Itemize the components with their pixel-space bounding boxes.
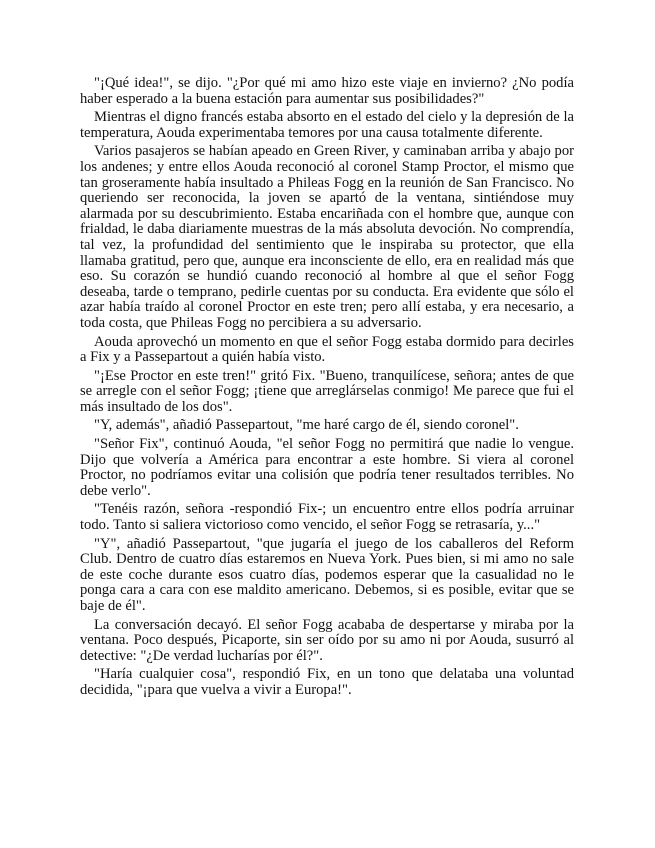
page-body bbox=[80, 76, 574, 702]
paragraph: Varios pasajeros se habían apeado en Green River, y caminaban arriba y abajo por los andenes; y entre ellos Aouda reconoció al coronel Stamp Proctor, el mismo que tan groseramente había insultado a Phileas Fogg en la reunión de San Francisco. No queriendo ser reconocida, la joven se apartó de la ventana, sintiéndose muy alarmada por su descubrimiento. Estaba encariñada con el hombre que, aunque con frialdad, le daba diariamente muestras de la más absoluta devoción. No comprendía, tal vez, la profundidad del sentimiento que le inspiraba su protector, que ella llamaba gratitud, pero que, aunque era inconsciente de ello, era en realidad más que eso. Su corazón se hundió cuando reconoció al hombre al que el señor Fogg deseaba, tarde o temprano, pedirle cuentas por su conducta. Era evidente que sólo el azar había traído al coronel Proctor en este tren; pero allí estaba, y era necesario, a toda costa, que Phileas Fogg no percibiera a su adversario. bbox=[80, 143, 574, 331]
paragraph: "Haría cualquier cosa", respondió Fix, en un tono que delataba una voluntad decidida, "¡para que vuelva a vivir a Europa!". bbox=[80, 666, 574, 698]
paragraph: "Y, además", añadió Passepartout, "me haré cargo de él, siendo coronel". bbox=[94, 417, 519, 434]
paragraph: "Señor Fix", continuó Aouda, "el señor Fogg no permitirá que nadie lo vengue. Dijo que volvería a América para encontrar a este hombre. Si viera al coronel Proctor, no podríamos evitar una colisión que podría tener resultados terribles. No debe verlo". bbox=[80, 436, 574, 499]
paragraph: "¡Qué idea!", se dijo. "¿Por qué mi amo hizo este viaje en invierno? ¿No podía haber esperado a la buena estación para aumentar sus posibilidades?" bbox=[80, 75, 574, 107]
paragraph: Aouda aprovechó un momento en que el señor Fogg estaba dormido para decirles a Fix y a Passepartout a quién había visto. bbox=[80, 333, 574, 366]
paragraph: "Y", añadió Passepartout, "que jugaría el juego de los caballeros del Reform Club. Dentro de cuatro días estaremos en Nueva York. Pues bien, si mi amo no sale de este coche durante esos cuatro días, podemos esperar que la casualidad no le ponga cara a cara con ese maldito americano. Debemos, si es posible, evitar que se baje de él". bbox=[80, 535, 574, 614]
paragraph: "¡Ese Proctor en este tren!" gritó Fix. "Bueno, tranquilícese, señora; antes de que se arregle con el señor Fogg; ¡tiene que arreglárselas conmigo! Me parece que fui el más insultado de los dos". bbox=[80, 367, 574, 415]
paragraph: La conversación decayó. El señor Fogg acababa de despertarse y miraba por la ventana. Poco después, Picaporte, sin ser oído por su amo ni por Aouda, susurró al detective: "¿De verdad lucharías por él?". bbox=[80, 616, 574, 664]
paragraph: Mientras el digno francés estaba absorto en el estado del cielo y la depresión de la temperatura, Aouda experimentaba temores por una causa totalmente diferente. bbox=[80, 109, 574, 141]
paragraph: "Tenéis razón, señora -respondió Fix-; un encuentro entre ellos podría arruinar todo. Tanto si saliera victorioso como vencido, el señor Fogg se retrasaría, y..." bbox=[80, 501, 574, 534]
